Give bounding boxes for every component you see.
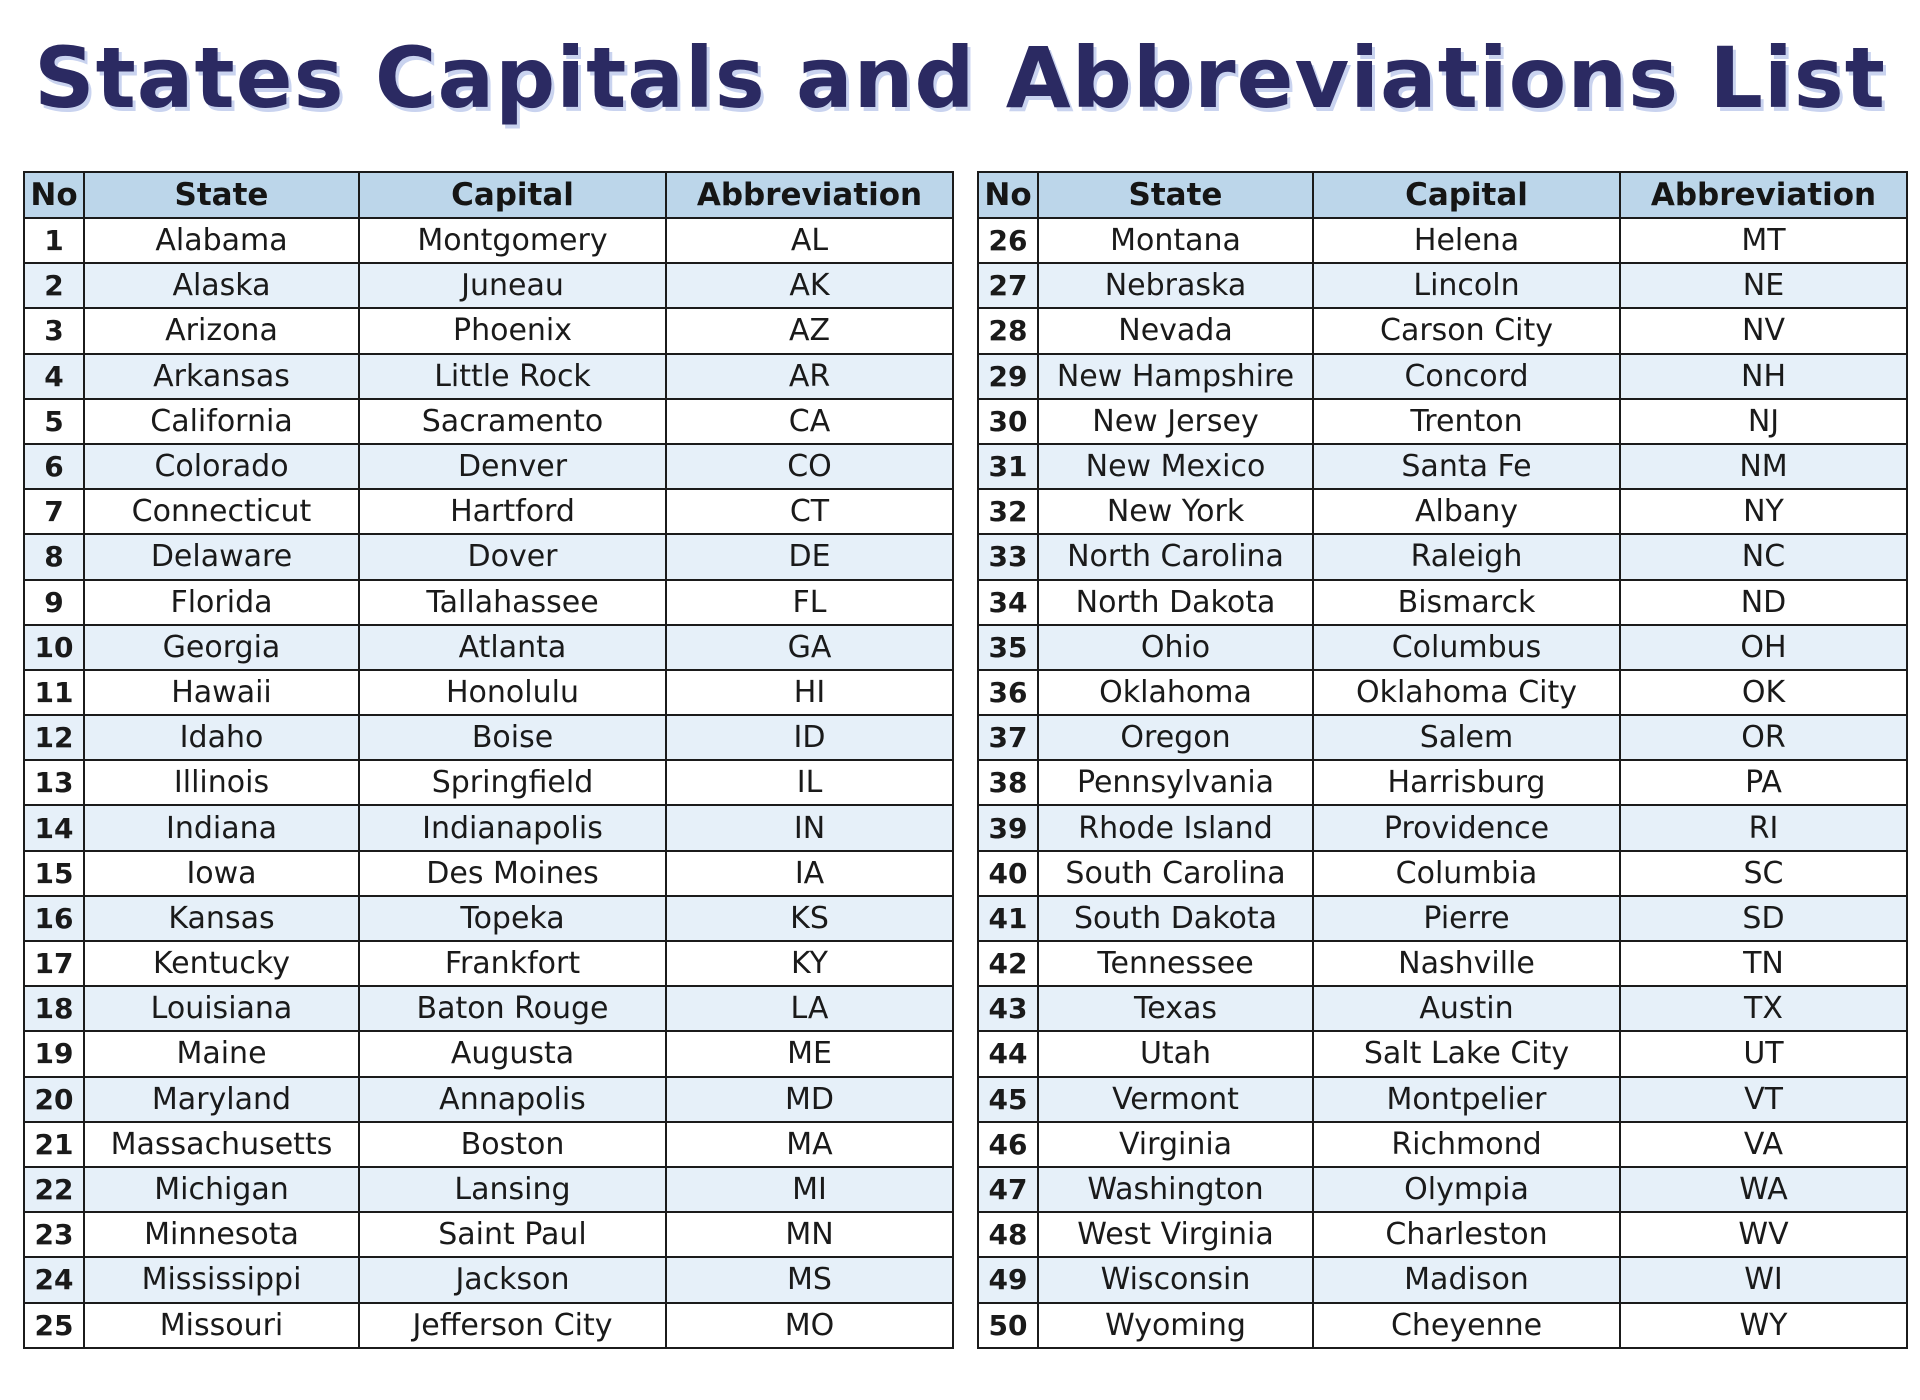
cell-capital: Sacramento — [359, 399, 666, 444]
cell-abbreviation: AL — [666, 218, 953, 263]
cell-capital: Juneau — [359, 263, 666, 308]
cell-abbreviation: SC — [1620, 851, 1907, 896]
cell-abbreviation: OH — [1620, 625, 1907, 670]
cell-capital: Nashville — [1313, 941, 1620, 986]
table-row — [24, 851, 953, 896]
cell-abbreviation: TX — [1620, 986, 1907, 1031]
cell-capital: Little Rock — [359, 354, 666, 399]
table-row — [24, 444, 953, 489]
cell-state: Arkansas — [84, 354, 359, 399]
cell-abbreviation: OR — [1620, 715, 1907, 760]
cell-state: Georgia — [84, 625, 359, 670]
cell-state: Virginia — [1038, 1122, 1313, 1167]
cell-state: Minnesota — [84, 1212, 359, 1257]
cell-abbreviation: LA — [666, 986, 953, 1031]
cell-capital: Lansing — [359, 1167, 666, 1212]
cell-state: Idaho — [84, 715, 359, 760]
cell-abbreviation: MA — [666, 1122, 953, 1167]
cell-capital: Tallahassee — [359, 580, 666, 625]
cell-no: 23 — [24, 1212, 84, 1257]
table-row — [24, 941, 953, 986]
cell-abbreviation: WV — [1620, 1212, 1907, 1257]
cell-abbreviation: ID — [666, 715, 953, 760]
cell-state: Kansas — [84, 896, 359, 941]
table-row — [978, 1167, 1907, 1212]
cell-no: 32 — [978, 489, 1038, 534]
cell-abbreviation: MO — [666, 1303, 953, 1348]
cell-no: 25 — [24, 1303, 84, 1348]
table-row — [24, 489, 953, 534]
cell-abbreviation: ND — [1620, 580, 1907, 625]
cell-abbreviation: CT — [666, 489, 953, 534]
cell-capital: Albany — [1313, 489, 1620, 534]
cell-state: Florida — [84, 580, 359, 625]
cell-state: Colorado — [84, 444, 359, 489]
cell-state: New Jersey — [1038, 399, 1313, 444]
cell-no: 10 — [24, 625, 84, 670]
table-row — [24, 986, 953, 1031]
cell-capital: Raleigh — [1313, 534, 1620, 579]
cell-no: 43 — [978, 986, 1038, 1031]
cell-state: Connecticut — [84, 489, 359, 534]
cell-state: Nevada — [1038, 308, 1313, 353]
table-row — [24, 715, 953, 760]
cell-abbreviation: VA — [1620, 1122, 1907, 1167]
cell-capital: Phoenix — [359, 308, 666, 353]
table-header-row — [978, 172, 1907, 218]
cell-state: Oregon — [1038, 715, 1313, 760]
cell-no: 13 — [24, 760, 84, 805]
cell-no: 27 — [978, 263, 1038, 308]
table-row — [978, 1257, 1907, 1302]
cell-abbreviation: NV — [1620, 308, 1907, 353]
cell-abbreviation: SD — [1620, 896, 1907, 941]
cell-capital: Helena — [1313, 218, 1620, 263]
cell-capital: Oklahoma City — [1313, 670, 1620, 715]
cell-no: 20 — [24, 1077, 84, 1122]
cell-capital: Columbus — [1313, 625, 1620, 670]
cell-state: West Virginia — [1038, 1212, 1313, 1257]
cell-capital: Topeka — [359, 896, 666, 941]
cell-no: 39 — [978, 805, 1038, 850]
cell-abbreviation: ME — [666, 1031, 953, 1076]
cell-no: 21 — [24, 1122, 84, 1167]
cell-no: 30 — [978, 399, 1038, 444]
table-row — [24, 1303, 953, 1348]
cell-abbreviation: FL — [666, 580, 953, 625]
cell-state: Louisiana — [84, 986, 359, 1031]
cell-capital: Honolulu — [359, 670, 666, 715]
cell-capital: Salt Lake City — [1313, 1031, 1620, 1076]
cell-no: 37 — [978, 715, 1038, 760]
cell-capital: Providence — [1313, 805, 1620, 850]
cell-capital: Indianapolis — [359, 805, 666, 850]
table-row — [978, 1122, 1907, 1167]
table-row — [978, 308, 1907, 353]
cell-capital: Pierre — [1313, 896, 1620, 941]
cell-abbreviation: NJ — [1620, 399, 1907, 444]
cell-no: 35 — [978, 625, 1038, 670]
table-row — [24, 354, 953, 399]
table-row — [978, 534, 1907, 579]
cell-state: Mississippi — [84, 1257, 359, 1302]
cell-abbreviation: NE — [1620, 263, 1907, 308]
table-body-left — [24, 218, 953, 1348]
table-row — [978, 489, 1907, 534]
cell-no: 18 — [24, 986, 84, 1031]
cell-abbreviation: GA — [666, 625, 953, 670]
cell-state: Arizona — [84, 308, 359, 353]
cell-state: South Dakota — [1038, 896, 1313, 941]
cell-abbreviation: OK — [1620, 670, 1907, 715]
table-row — [24, 308, 953, 353]
cell-capital: Montgomery — [359, 218, 666, 263]
cell-abbreviation: RI — [1620, 805, 1907, 850]
table-row — [24, 263, 953, 308]
table-row — [24, 1167, 953, 1212]
cell-capital: Bismarck — [1313, 580, 1620, 625]
cell-no: 47 — [978, 1167, 1038, 1212]
cell-abbreviation: AK — [666, 263, 953, 308]
cell-state: Iowa — [84, 851, 359, 896]
cell-state: Delaware — [84, 534, 359, 579]
cell-abbreviation: DE — [666, 534, 953, 579]
cell-capital: Harrisburg — [1313, 760, 1620, 805]
cell-abbreviation: PA — [1620, 760, 1907, 805]
cell-no: 44 — [978, 1031, 1038, 1076]
cell-no: 29 — [978, 354, 1038, 399]
cell-no: 2 — [24, 263, 84, 308]
cell-capital: Atlanta — [359, 625, 666, 670]
cell-capital: Salem — [1313, 715, 1620, 760]
cell-state: Wyoming — [1038, 1303, 1313, 1348]
cell-abbreviation: KY — [666, 941, 953, 986]
cell-capital: Carson City — [1313, 308, 1620, 353]
cell-no: 36 — [978, 670, 1038, 715]
cell-no: 45 — [978, 1077, 1038, 1122]
cell-capital: Columbia — [1313, 851, 1620, 896]
cell-abbreviation: MI — [666, 1167, 953, 1212]
cell-capital: Jefferson City — [359, 1303, 666, 1348]
table-row — [24, 399, 953, 444]
cell-capital: Lincoln — [1313, 263, 1620, 308]
cell-no: 11 — [24, 670, 84, 715]
cell-abbreviation: VT — [1620, 1077, 1907, 1122]
table-row — [978, 715, 1907, 760]
cell-capital: Cheyenne — [1313, 1303, 1620, 1348]
cell-capital: Hartford — [359, 489, 666, 534]
table-row — [978, 580, 1907, 625]
cell-state: Maine — [84, 1031, 359, 1076]
table-row — [24, 534, 953, 579]
table-row — [24, 218, 953, 263]
header-capital: Capital — [359, 172, 666, 218]
table-row — [978, 354, 1907, 399]
cell-abbreviation: UT — [1620, 1031, 1907, 1076]
table-row — [24, 625, 953, 670]
cell-no: 50 — [978, 1303, 1038, 1348]
table-row — [24, 896, 953, 941]
cell-state: Maryland — [84, 1077, 359, 1122]
cell-state: Oklahoma — [1038, 670, 1313, 715]
cell-no: 38 — [978, 760, 1038, 805]
cell-state: South Carolina — [1038, 851, 1313, 896]
cell-capital: Madison — [1313, 1257, 1620, 1302]
cell-abbreviation: NH — [1620, 354, 1907, 399]
table-row — [24, 1257, 953, 1302]
cell-capital: Saint Paul — [359, 1212, 666, 1257]
header-state: State — [1038, 172, 1313, 218]
cell-state: Missouri — [84, 1303, 359, 1348]
cell-no: 46 — [978, 1122, 1038, 1167]
table-row — [978, 218, 1907, 263]
cell-no: 16 — [24, 896, 84, 941]
table-row — [978, 263, 1907, 308]
cell-capital: Olympia — [1313, 1167, 1620, 1212]
cell-no: 26 — [978, 218, 1038, 263]
table-row — [978, 444, 1907, 489]
cell-capital: Annapolis — [359, 1077, 666, 1122]
cell-no: 6 — [24, 444, 84, 489]
cell-capital: Richmond — [1313, 1122, 1620, 1167]
cell-state: New Hampshire — [1038, 354, 1313, 399]
cell-no: 31 — [978, 444, 1038, 489]
table-row — [24, 1077, 953, 1122]
header-no: No — [24, 172, 84, 218]
cell-no: 14 — [24, 805, 84, 850]
table-row — [978, 851, 1907, 896]
cell-state: Montana — [1038, 218, 1313, 263]
cell-no: 17 — [24, 941, 84, 986]
cell-no: 42 — [978, 941, 1038, 986]
cell-capital: Jackson — [359, 1257, 666, 1302]
cell-capital: Des Moines — [359, 851, 666, 896]
table-row — [978, 1212, 1907, 1257]
cell-no: 48 — [978, 1212, 1038, 1257]
cell-state: Nebraska — [1038, 263, 1313, 308]
cell-state: Indiana — [84, 805, 359, 850]
cell-abbreviation: MT — [1620, 218, 1907, 263]
cell-state: Kentucky — [84, 941, 359, 986]
header-abbreviation: Abbreviation — [666, 172, 953, 218]
cell-abbreviation: MS — [666, 1257, 953, 1302]
table-row — [978, 1303, 1907, 1348]
cell-state: Alaska — [84, 263, 359, 308]
cell-no: 34 — [978, 580, 1038, 625]
cell-abbreviation: WY — [1620, 1303, 1907, 1348]
table-row — [24, 1122, 953, 1167]
table-row — [24, 580, 953, 625]
cell-abbreviation: NM — [1620, 444, 1907, 489]
cell-state: New Mexico — [1038, 444, 1313, 489]
cell-state: New York — [1038, 489, 1313, 534]
cell-state: Rhode Island — [1038, 805, 1313, 850]
cell-abbreviation: IL — [666, 760, 953, 805]
cell-no: 5 — [24, 399, 84, 444]
cell-state: Alabama — [84, 218, 359, 263]
cell-no: 3 — [24, 308, 84, 353]
cell-abbreviation: CA — [666, 399, 953, 444]
table-row — [978, 1077, 1907, 1122]
cell-abbreviation: NC — [1620, 534, 1907, 579]
cell-no: 24 — [24, 1257, 84, 1302]
cell-state: Massachusetts — [84, 1122, 359, 1167]
cell-no: 49 — [978, 1257, 1038, 1302]
cell-no: 33 — [978, 534, 1038, 579]
cell-state: Michigan — [84, 1167, 359, 1212]
header-state: State — [84, 172, 359, 218]
table-body-right — [978, 218, 1907, 1348]
cell-state: Texas — [1038, 986, 1313, 1031]
table-row — [978, 805, 1907, 850]
cell-no: 40 — [978, 851, 1038, 896]
cell-capital: Baton Rouge — [359, 986, 666, 1031]
cell-abbreviation: MD — [666, 1077, 953, 1122]
cell-no: 7 — [24, 489, 84, 534]
cell-abbreviation: WI — [1620, 1257, 1907, 1302]
states-table-left — [23, 171, 954, 1349]
cell-capital: Trenton — [1313, 399, 1620, 444]
cell-state: Illinois — [84, 760, 359, 805]
cell-state: North Carolina — [1038, 534, 1313, 579]
header-no: No — [978, 172, 1038, 218]
cell-abbreviation: NY — [1620, 489, 1907, 534]
table-row — [978, 941, 1907, 986]
cell-capital: Montpelier — [1313, 1077, 1620, 1122]
cell-state: Utah — [1038, 1031, 1313, 1076]
cell-no: 8 — [24, 534, 84, 579]
cell-capital: Austin — [1313, 986, 1620, 1031]
table-row — [24, 805, 953, 850]
table-row — [978, 1031, 1907, 1076]
cell-abbreviation: CO — [666, 444, 953, 489]
cell-state: Wisconsin — [1038, 1257, 1313, 1302]
cell-capital: Charleston — [1313, 1212, 1620, 1257]
cell-no: 41 — [978, 896, 1038, 941]
cell-no: 22 — [24, 1167, 84, 1212]
cell-no: 12 — [24, 715, 84, 760]
cell-capital: Denver — [359, 444, 666, 489]
cell-capital: Dover — [359, 534, 666, 579]
cell-capital: Concord — [1313, 354, 1620, 399]
table-row — [978, 986, 1907, 1031]
cell-no: 28 — [978, 308, 1038, 353]
table-row — [24, 760, 953, 805]
cell-abbreviation: HI — [666, 670, 953, 715]
cell-state: California — [84, 399, 359, 444]
cell-state: Ohio — [1038, 625, 1313, 670]
table-row — [978, 896, 1907, 941]
cell-abbreviation: AR — [666, 354, 953, 399]
cell-state: Pennsylvania — [1038, 760, 1313, 805]
cell-abbreviation: WA — [1620, 1167, 1907, 1212]
header-abbreviation: Abbreviation — [1620, 172, 1907, 218]
table-row — [24, 1031, 953, 1076]
cell-no: 9 — [24, 580, 84, 625]
cell-abbreviation: MN — [666, 1212, 953, 1257]
cell-capital: Augusta — [359, 1031, 666, 1076]
cell-state: Tennessee — [1038, 941, 1313, 986]
cell-no: 19 — [24, 1031, 84, 1076]
table-row — [978, 670, 1907, 715]
cell-capital: Boston — [359, 1122, 666, 1167]
cell-state: North Dakota — [1038, 580, 1313, 625]
page-title: States Capitals and Abbreviations List — [34, 29, 1886, 127]
table-row — [978, 399, 1907, 444]
table-header-row — [24, 172, 953, 218]
table-row — [978, 760, 1907, 805]
table-row — [978, 625, 1907, 670]
table-row — [24, 1212, 953, 1257]
states-table-right — [977, 171, 1908, 1349]
cell-abbreviation: IN — [666, 805, 953, 850]
cell-no: 15 — [24, 851, 84, 896]
cell-state: Vermont — [1038, 1077, 1313, 1122]
header-capital: Capital — [1313, 172, 1620, 218]
cell-state: Hawaii — [84, 670, 359, 715]
table-row — [24, 670, 953, 715]
cell-abbreviation: AZ — [666, 308, 953, 353]
cell-capital: Santa Fe — [1313, 444, 1620, 489]
cell-state: Washington — [1038, 1167, 1313, 1212]
cell-no: 4 — [24, 354, 84, 399]
cell-capital: Frankfort — [359, 941, 666, 986]
cell-abbreviation: IA — [666, 851, 953, 896]
cell-capital: Boise — [359, 715, 666, 760]
cell-capital: Springfield — [359, 760, 666, 805]
cell-abbreviation: TN — [1620, 941, 1907, 986]
cell-no: 1 — [24, 218, 84, 263]
cell-abbreviation: KS — [666, 896, 953, 941]
